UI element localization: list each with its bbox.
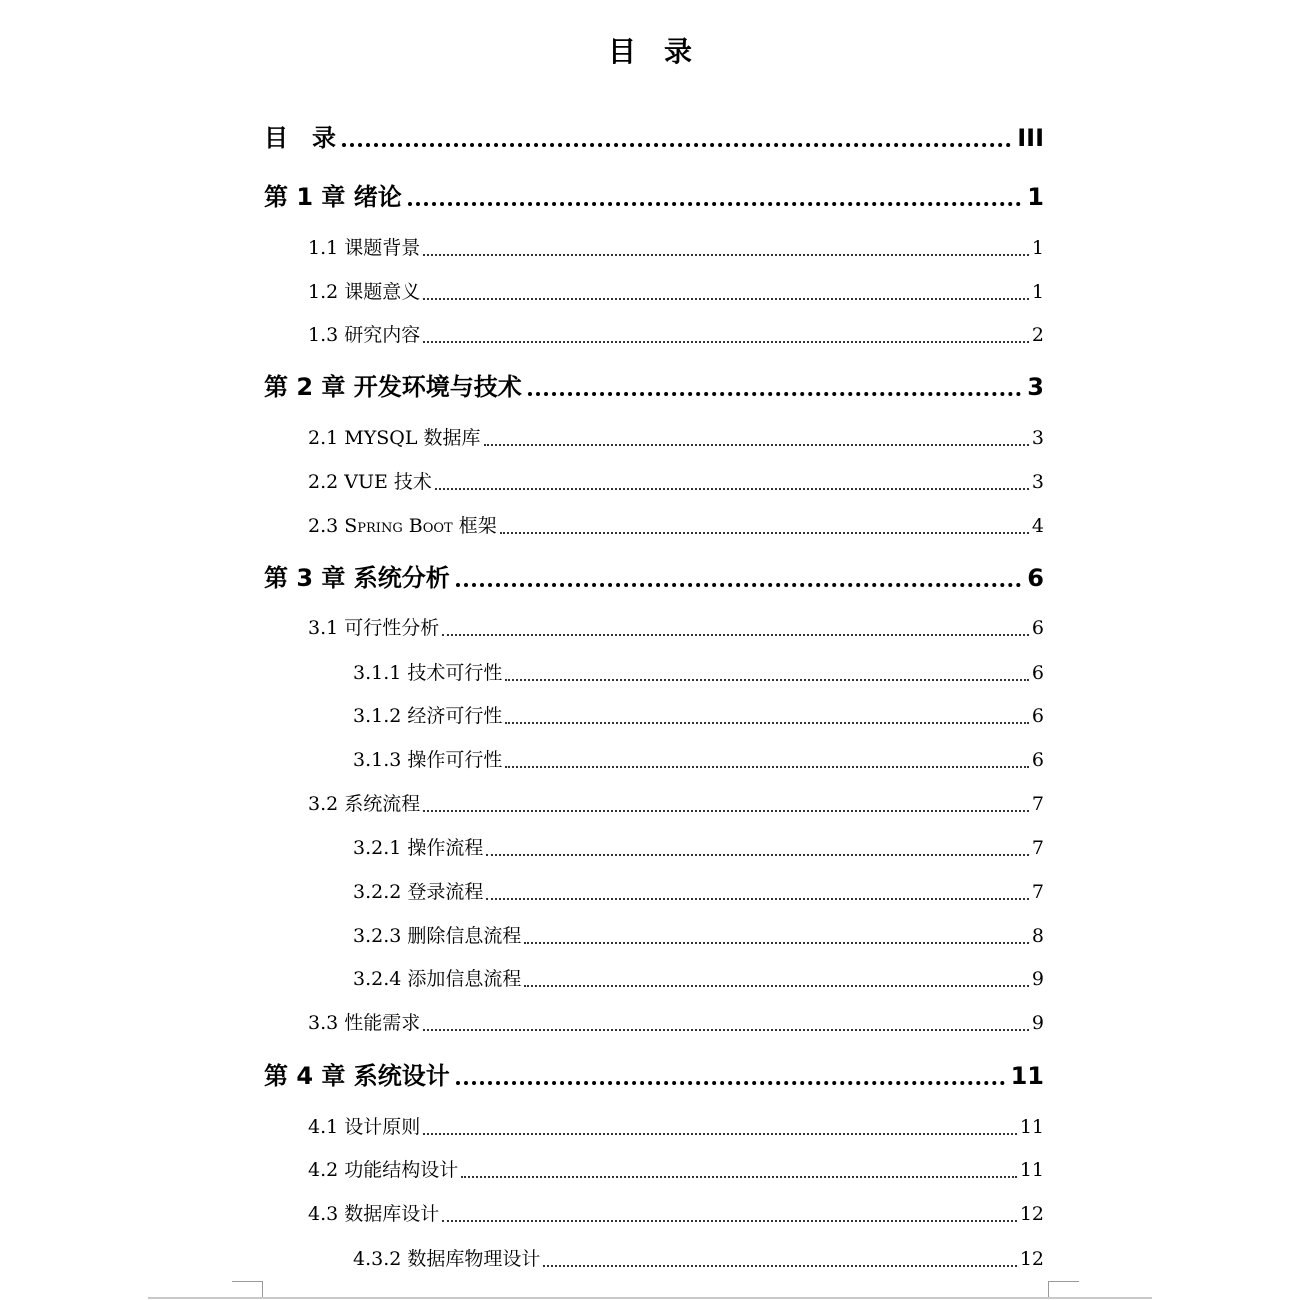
toc-entry-page: 8 [1031, 925, 1044, 947]
toc-entry-page: 6 [1031, 662, 1044, 684]
toc-entry-4-1[interactable] [308, 1112, 1044, 1142]
dot-leader [505, 679, 1029, 681]
toc-entry-title: 3.2.4 添加信息流程 [353, 968, 522, 990]
toc-entry-1-1[interactable] [308, 233, 1044, 263]
toc-entry-page: 9 [1031, 968, 1044, 990]
toc-entry-page: 12 [1019, 1248, 1044, 1270]
toc-entry-title: 3.2 系统流程 [308, 793, 421, 815]
toc-entry-title: 2.3 Spring Boot 框架 [308, 515, 497, 537]
toc-entry-page: 3 [1027, 373, 1044, 401]
toc-entry-page: 3 [1031, 471, 1044, 493]
toc-entry-title: 第 2 章 开发环境与技术 [264, 373, 522, 401]
toc-entry-page: 6 [1031, 617, 1044, 639]
toc-entry-title: 2.1 MYSQL 数据库 [308, 427, 481, 449]
dot-leader [423, 254, 1029, 256]
toc-entry-title: 4.1 设计原则 [308, 1116, 421, 1138]
dot-leader [423, 1029, 1029, 1031]
dot-leader [524, 985, 1029, 987]
toc-entry-page: 1 [1031, 237, 1044, 259]
toc-entry-title: 3.1.2 经济可行性 [353, 705, 503, 727]
toc-entry-chapter-4[interactable] [264, 1058, 1044, 1094]
toc-entry-4-3-2[interactable] [353, 1244, 1044, 1274]
toc-entry-title: 第 1 章 绪论 [264, 183, 402, 211]
toc-entry-page: 6 [1027, 564, 1044, 592]
toc-entry-page: 6 [1031, 705, 1044, 727]
page-title: 目录 [607, 35, 720, 68]
toc-entry-title: 3.3 性能需求 [308, 1012, 421, 1034]
toc-entry-4-3[interactable] [308, 1199, 1044, 1229]
toc-entry-3-2-2[interactable] [353, 877, 1044, 907]
dot-leader [442, 634, 1029, 636]
toc-entry-title: 3.2.2 登录流程 [353, 881, 484, 903]
toc-entry-1-2[interactable] [308, 277, 1044, 307]
page-corner-mark-left [232, 1281, 263, 1298]
dot-leader [423, 298, 1029, 300]
dot-leader [442, 1220, 1017, 1222]
dot-leader [342, 143, 1011, 147]
toc-entry-3-1-1[interactable] [353, 658, 1044, 688]
toc-entry-chapter-1[interactable] [264, 179, 1044, 215]
toc-entry-title: 3.2.3 删除信息流程 [353, 925, 522, 947]
toc-entry-chapter-3[interactable] [264, 560, 1044, 596]
page-bottom-edge [148, 1297, 1152, 1299]
toc-entry-3-1-2[interactable] [353, 701, 1044, 731]
dot-leader [524, 942, 1029, 944]
toc-entry-title: 4.3.2 数据库物理设计 [353, 1248, 541, 1270]
toc-entry-3-3[interactable] [308, 1008, 1044, 1038]
toc-entry-page: 7 [1031, 881, 1044, 903]
toc-entry-title: 2.2 VUE 技术 [308, 471, 432, 493]
dot-leader [408, 202, 1022, 206]
toc-entry-title: 第 4 章 系统设计 [264, 1062, 450, 1090]
dot-leader [435, 488, 1029, 490]
toc-entry-title: 1.2 课题意义 [308, 281, 421, 303]
toc-entry-3-2-4[interactable] [353, 964, 1044, 994]
toc-entry-page: 7 [1031, 837, 1044, 859]
toc-entry-3-2-3[interactable] [353, 921, 1044, 951]
toc-entry-page: 12 [1019, 1203, 1044, 1225]
toc-entry-page: 2 [1031, 324, 1044, 346]
toc-entry-contents[interactable] [264, 120, 1044, 156]
toc-entry-title: 第 3 章 系统分析 [264, 564, 450, 592]
toc-entry-page: 9 [1031, 1012, 1044, 1034]
dot-leader [456, 583, 1022, 587]
toc-entry-title: 1.3 研究内容 [308, 324, 421, 346]
dot-leader [543, 1265, 1016, 1267]
toc-entry-page: III [1017, 124, 1044, 152]
toc-entry-page: 3 [1031, 427, 1044, 449]
toc-entry-4-2[interactable] [308, 1155, 1044, 1185]
dot-leader [484, 444, 1029, 446]
toc-entry-3-1[interactable] [308, 613, 1044, 643]
toc-entry-page: 11 [1010, 1062, 1044, 1090]
toc-entry-title: 4.2 功能结构设计 [308, 1159, 459, 1181]
toc-entry-chapter-2[interactable] [264, 369, 1044, 405]
dot-leader [461, 1176, 1017, 1178]
toc-entry-page: 6 [1031, 749, 1044, 771]
toc-entry-page: 1 [1031, 281, 1044, 303]
toc-entry-1-3[interactable] [308, 320, 1044, 350]
dot-leader [500, 532, 1029, 534]
dot-leader [505, 766, 1029, 768]
dot-leader [528, 392, 1022, 396]
toc-entry-2-2[interactable] [308, 467, 1044, 497]
toc-entry-title: 目 录 [264, 124, 336, 152]
toc-entry-page: 4 [1031, 515, 1044, 537]
toc-entry-page: 1 [1027, 183, 1044, 211]
dot-leader [486, 898, 1029, 900]
toc-entry-3-2-1[interactable] [353, 833, 1044, 863]
dot-leader [505, 722, 1029, 724]
page-corner-mark-right [1048, 1281, 1079, 1298]
toc-entry-title: 3.1.3 操作可行性 [353, 749, 503, 771]
toc-entry-title: 1.1 课题背景 [308, 237, 421, 259]
toc-entry-title: 3.1 可行性分析 [308, 617, 440, 639]
dot-leader [423, 1133, 1017, 1135]
dot-leader [456, 1081, 1005, 1085]
toc-entry-title: 3.2.1 操作流程 [353, 837, 484, 859]
toc-entry-title: 3.1.1 技术可行性 [353, 662, 503, 684]
toc-entry-page: 11 [1019, 1159, 1044, 1181]
toc-entry-page: 11 [1019, 1116, 1044, 1138]
toc-entry-3-2[interactable] [308, 789, 1044, 819]
toc-entry-2-1[interactable] [308, 423, 1044, 453]
dot-leader [423, 810, 1029, 812]
dot-leader [423, 341, 1029, 343]
toc-entry-3-1-3[interactable] [353, 745, 1044, 775]
dot-leader [486, 854, 1029, 856]
toc-entry-2-3[interactable] [308, 511, 1044, 541]
toc-entry-title: 4.3 数据库设计 [308, 1203, 440, 1225]
toc-entry-page: 7 [1031, 793, 1044, 815]
